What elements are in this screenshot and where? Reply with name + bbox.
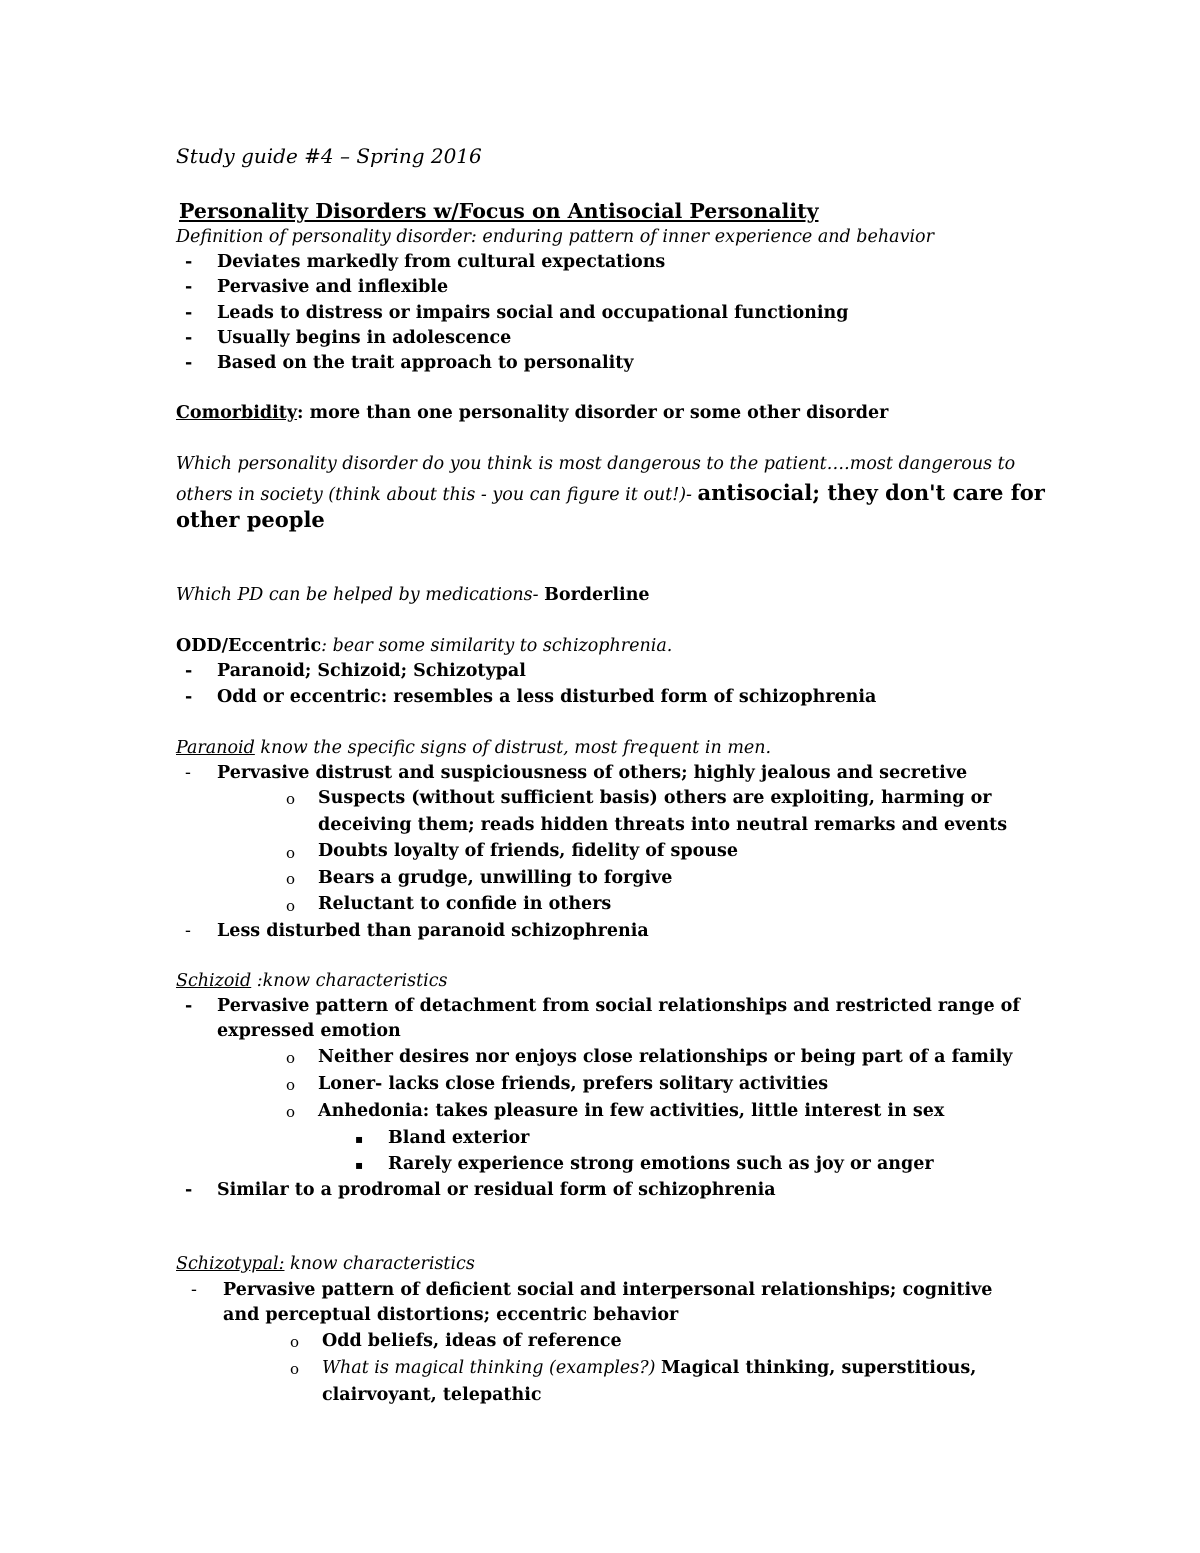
schizotypal-heading (176, 1256, 475, 1274)
circle-marker: o (286, 1049, 296, 1067)
schizoid-heading (176, 973, 447, 991)
list-item: Similar to a prodromal or residual form of schizophrenia (217, 1180, 776, 1200)
paranoid-heading (176, 740, 771, 758)
sub-list-item: Neither desires nor enjoys close relationships or being part of a family (318, 1047, 1013, 1067)
odd-desc: : bear some similarity to schizophrenia. (321, 636, 673, 656)
dash-marker: - (185, 353, 193, 373)
circle-marker: o (286, 790, 296, 808)
square-marker: ▪ (355, 1132, 364, 1146)
dangerous-answer-cont: other people (176, 507, 325, 532)
square-marker: ▪ (355, 1158, 364, 1172)
odd-label: ODD/Eccentric (176, 636, 322, 656)
sub-list-item: Doubts loyalty of friends, fidelity of spouse (318, 841, 738, 861)
comorbidity-label: Comorbidity (176, 403, 298, 423)
list-item: Paranoid; Schizoid; Schizotypal (217, 661, 526, 681)
medication-answer: Borderline (544, 585, 650, 605)
magical-answer: Magical thinking, superstitious, (661, 1358, 977, 1378)
dash-marker: - (185, 687, 193, 707)
medication-question: Which PD can be helped by medications- (176, 585, 545, 605)
dash-marker: - (185, 277, 193, 297)
dash-marker: - (185, 303, 193, 323)
schizotypal-label: Schizotypal: (176, 1254, 285, 1274)
medication-line (176, 587, 650, 605)
dash-marker: - (185, 661, 193, 681)
list-item: Pervasive pattern of deficient social and interpersonal relationships; cognitive (223, 1280, 993, 1300)
dangerous-line2 (176, 482, 1045, 505)
dash-marker: - (185, 252, 193, 272)
list-item: Leads to distress or impairs social and occupational functioning (217, 303, 849, 323)
sub-list-item: Odd beliefs, ideas of reference (322, 1331, 622, 1351)
definition-text: Definition of personality disorder: enduring pattern of inner experience and behavior (176, 227, 934, 247)
schizoid-label: Schizoid (176, 971, 252, 991)
circle-marker: o (286, 870, 296, 888)
sub-list-item: Suspects (without sufficient basis) others are exploiting, harming or (318, 788, 992, 808)
comorbidity-text: : more than one personality disorder or some other disorder (297, 403, 889, 423)
document-title: Study guide #4 – Spring 2016 (176, 144, 482, 168)
sub-list-item: Anhedonia: takes pleasure in few activities, little interest in sex (318, 1101, 945, 1121)
dangerous-question: Which personality disorder do you think is most dangerous to the patient….most dangerous to (176, 454, 1016, 474)
dash-marker: - (185, 921, 191, 941)
circle-marker: o (286, 897, 296, 915)
sub-list-item: Bears a grudge, unwilling to forgive (318, 868, 673, 888)
dash-marker: - (185, 328, 193, 348)
paranoid-desc: know the specific signs of distrust, most frequent in men. (254, 738, 772, 758)
list-item: Based on the trait approach to personality (217, 353, 634, 373)
sub-list-item-cont: deceiving them; reads hidden threats into neutral remarks and events (318, 815, 1008, 835)
schizotypal-desc: know characteristics (284, 1254, 475, 1274)
list-item: Deviates markedly from cultural expectations (217, 252, 666, 272)
odd-heading (176, 638, 672, 656)
dash-marker: - (185, 763, 191, 783)
dash-marker: - (185, 1180, 193, 1200)
dash-marker: - (185, 996, 193, 1016)
dangerous-question-cont: others in society (think about this - you can figure it out!)- (176, 485, 698, 505)
comorbidity-line (176, 405, 888, 423)
list-item: Pervasive distrust and suspiciousness of others; highly jealous and secretive (217, 763, 968, 783)
paranoid-label: Paranoid (176, 738, 255, 758)
circle-marker: o (286, 1103, 296, 1121)
circle-marker: o (290, 1333, 300, 1351)
list-item: Usually begins in adolescence (217, 328, 512, 348)
dash-marker: - (191, 1280, 197, 1300)
sub-list-item (322, 1360, 976, 1378)
list-item: Odd or eccentric: resembles a less disturbed form of schizophrenia (217, 687, 877, 707)
circle-marker: o (286, 1076, 296, 1094)
section-heading: Personality Disorders w/Focus on Antisocial Personality (179, 199, 819, 223)
sub-list-item: Reluctant to confide in others (318, 894, 612, 914)
list-item-cont: and perceptual distortions; eccentric behavior (223, 1305, 679, 1325)
schizoid-desc: :know characteristics (251, 971, 448, 991)
list-item: Pervasive pattern of detachment from social relationships and restricted range of (217, 996, 1020, 1016)
sub-sub-list-item: Rarely experience strong emotions such as joy or anger (388, 1154, 934, 1174)
magical-answer-cont: clairvoyant, telepathic (322, 1385, 542, 1405)
magical-question: What is magical thinking (examples?) (322, 1358, 662, 1378)
dangerous-answer: antisocial; they don't care for (697, 480, 1045, 505)
list-item: Pervasive and inflexible (217, 277, 449, 297)
list-item-cont: expressed emotion (217, 1021, 401, 1041)
circle-marker: o (290, 1360, 300, 1378)
sub-list-item: Loner- lacks close friends, prefers solitary activities (318, 1074, 829, 1094)
sub-sub-list-item: Bland exterior (388, 1128, 530, 1148)
list-item: Less disturbed than paranoid schizophrenia (217, 921, 649, 941)
circle-marker: o (286, 844, 296, 862)
